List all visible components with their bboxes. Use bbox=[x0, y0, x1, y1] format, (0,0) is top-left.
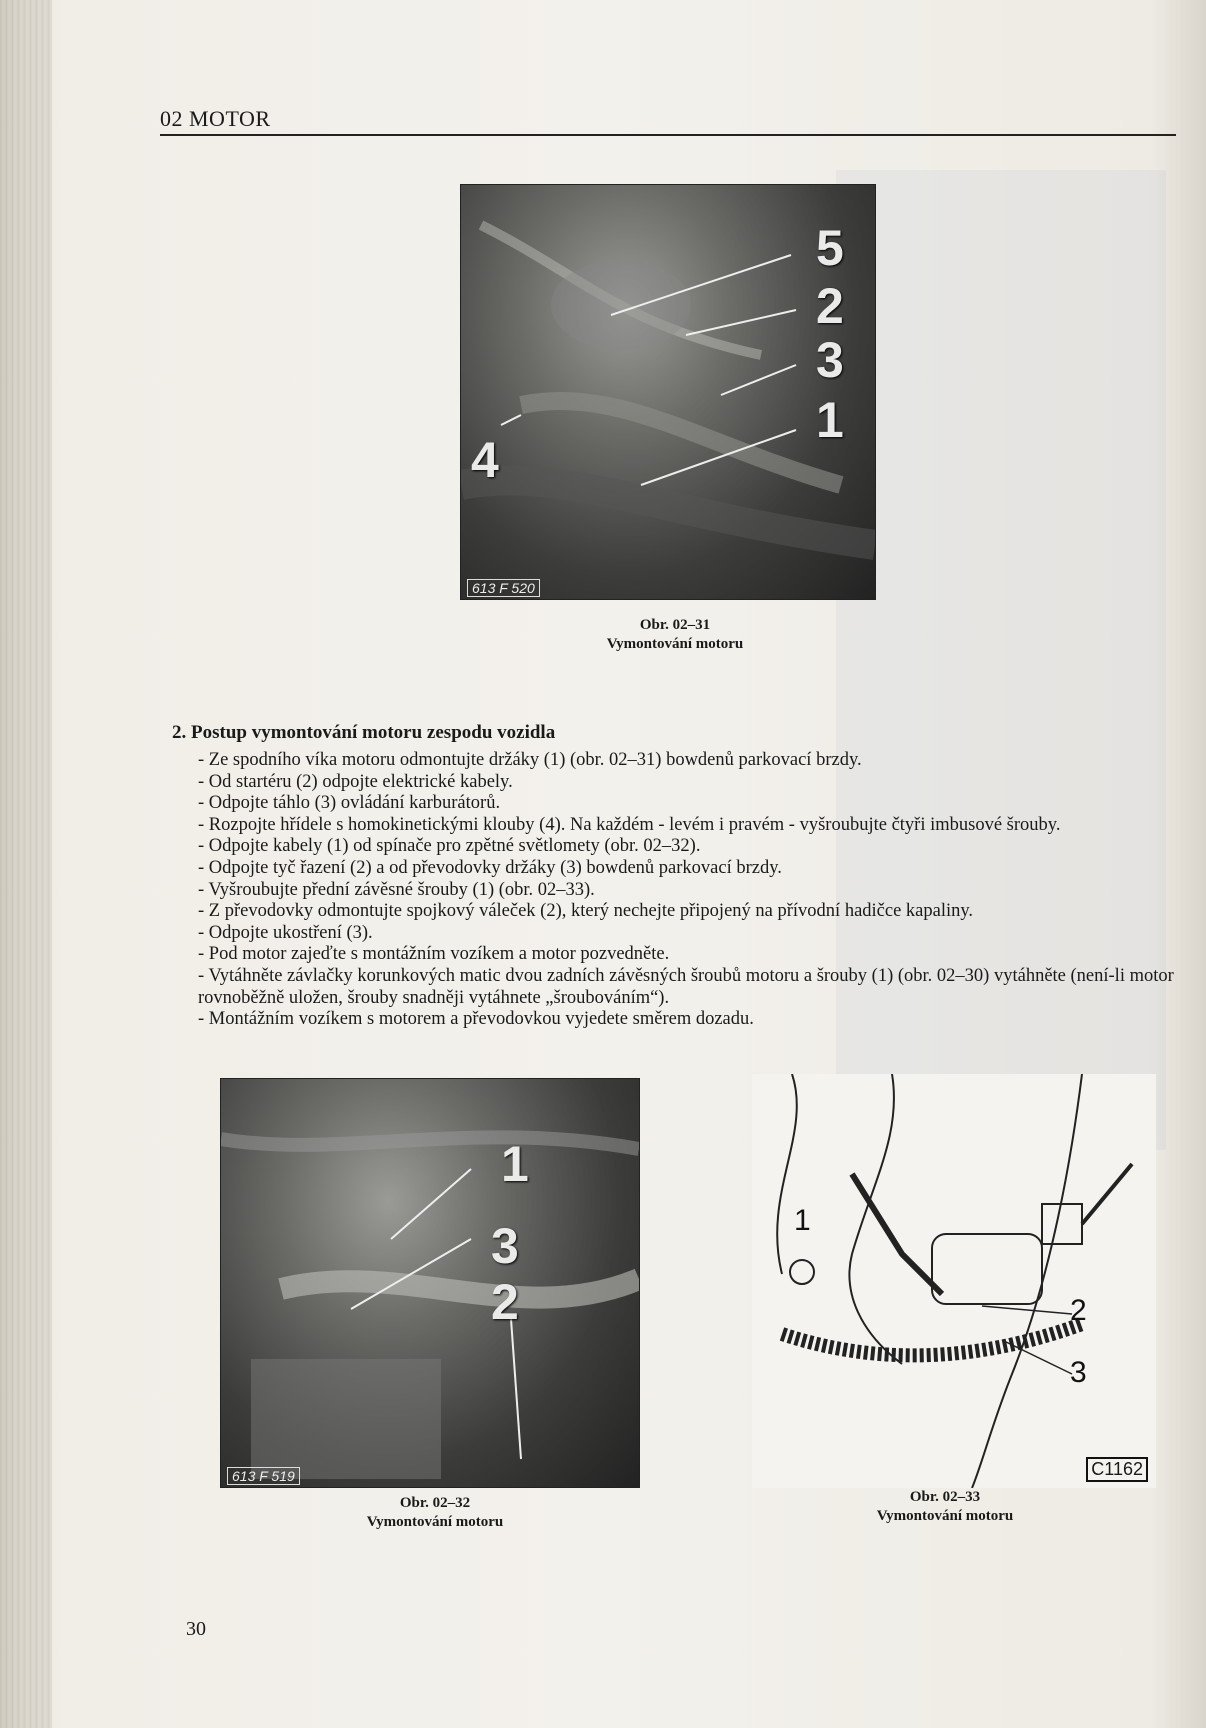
figure-02-32-caption bbox=[330, 1494, 540, 1532]
figure-label-3: 3 bbox=[816, 332, 844, 388]
figure-label-3: 3 bbox=[491, 1218, 519, 1274]
figure-title: Vymontování motoru bbox=[606, 636, 744, 652]
figure-label-2: 2 bbox=[1070, 1294, 1087, 1327]
figure-02-33-caption bbox=[840, 1488, 1050, 1526]
figure-label-1: 1 bbox=[794, 1204, 811, 1237]
procedure-step: - Vyšroubujte přední závěsné šrouby (1) (obr. 02–33). bbox=[198, 879, 595, 900]
clutch-cylinder-diagram bbox=[752, 1074, 1156, 1488]
figure-label-4: 4 bbox=[471, 432, 499, 488]
procedure-step: - Od startéru (2) odpojte elektrické kabely. bbox=[198, 771, 513, 792]
figure-label-1: 1 bbox=[816, 392, 844, 448]
procedure-step: - Odpojte táhlo (3) ovládání karburátorů. bbox=[198, 793, 501, 814]
figure-label-1: 1 bbox=[501, 1136, 529, 1192]
procedure-step: - Rozpojte hřídele s homokinetickými klouby (4). Na každém - levém i pravém - vyšroubujte čtyři imbusové šrouby. bbox=[198, 814, 1061, 835]
figure-label-2: 2 bbox=[816, 278, 844, 334]
chapter-header: 02 MOTOR bbox=[160, 106, 271, 131]
procedure-step: - Pod motor zajeďte s montážním vozíkem a motor pozvedněte. bbox=[198, 944, 670, 965]
book-binding-edge bbox=[0, 0, 52, 1728]
page-number: 30 bbox=[186, 1618, 206, 1640]
engine-underside-illustration bbox=[461, 185, 875, 599]
procedure-step: - Ze spodního víka motoru odmontujte držáky (1) (obr. 02–31) bowdenů parkovací brzdy. bbox=[198, 750, 862, 770]
figure-label-5: 5 bbox=[816, 220, 844, 276]
procedure-step: - Montážním vozíkem s motorem a převodovkou vyjedete směrem dozadu. bbox=[198, 1009, 754, 1030]
figure-number: Obr. 02–31 bbox=[639, 617, 711, 633]
figure-label-3: 3 bbox=[1070, 1356, 1087, 1389]
figure-title: Vymontování motoru bbox=[876, 1508, 1014, 1524]
figure-02-31-caption bbox=[560, 616, 790, 654]
figure-code: 613 F 519 bbox=[227, 1467, 300, 1485]
figure-number: Obr. 02–33 bbox=[909, 1489, 981, 1505]
figure-02-32-photo bbox=[220, 1078, 640, 1488]
figure-code: 613 F 520 bbox=[467, 579, 540, 597]
procedure-step: - Odpojte kabely (1) od spínače pro zpětné světlomety (obr. 02–32). bbox=[198, 836, 701, 857]
procedure-step: - Vytáhněte závlačky korunkových matic dvou zadních závěsných šroubů motoru a šrouby (1) (obr. 02–30) vytáhněte (není-li motor rovnoběžně uložen, šrouby snadněji vytáhnete „šroubováním“). bbox=[198, 965, 1174, 1008]
procedure-steps bbox=[198, 750, 1188, 1031]
figure-code: C1162 bbox=[1086, 1457, 1148, 1482]
procedure-step: - Z převodovky odmontujte spojkový váleček (2), který nechejte připojený na přívodní hadičce kapaliny. bbox=[198, 901, 974, 922]
figure-02-33-drawing bbox=[752, 1074, 1156, 1488]
figure-number: Obr. 02–32 bbox=[399, 1495, 471, 1511]
figure-title: Vymontování motoru bbox=[366, 1514, 504, 1530]
procedure-step: - Odpojte ukostření (3). bbox=[198, 922, 373, 943]
section-title: 2. Postup vymontování motoru zespodu vozidla bbox=[172, 722, 556, 743]
procedure-step: - Odpojte tyč řazení (2) a od převodovky držáky (3) bowdenů parkovací brzdy. bbox=[198, 857, 782, 878]
gearbox-illustration bbox=[221, 1079, 639, 1487]
header-rule bbox=[160, 134, 1176, 136]
figure-label-2: 2 bbox=[491, 1274, 519, 1330]
figure-02-31-photo bbox=[460, 184, 876, 600]
